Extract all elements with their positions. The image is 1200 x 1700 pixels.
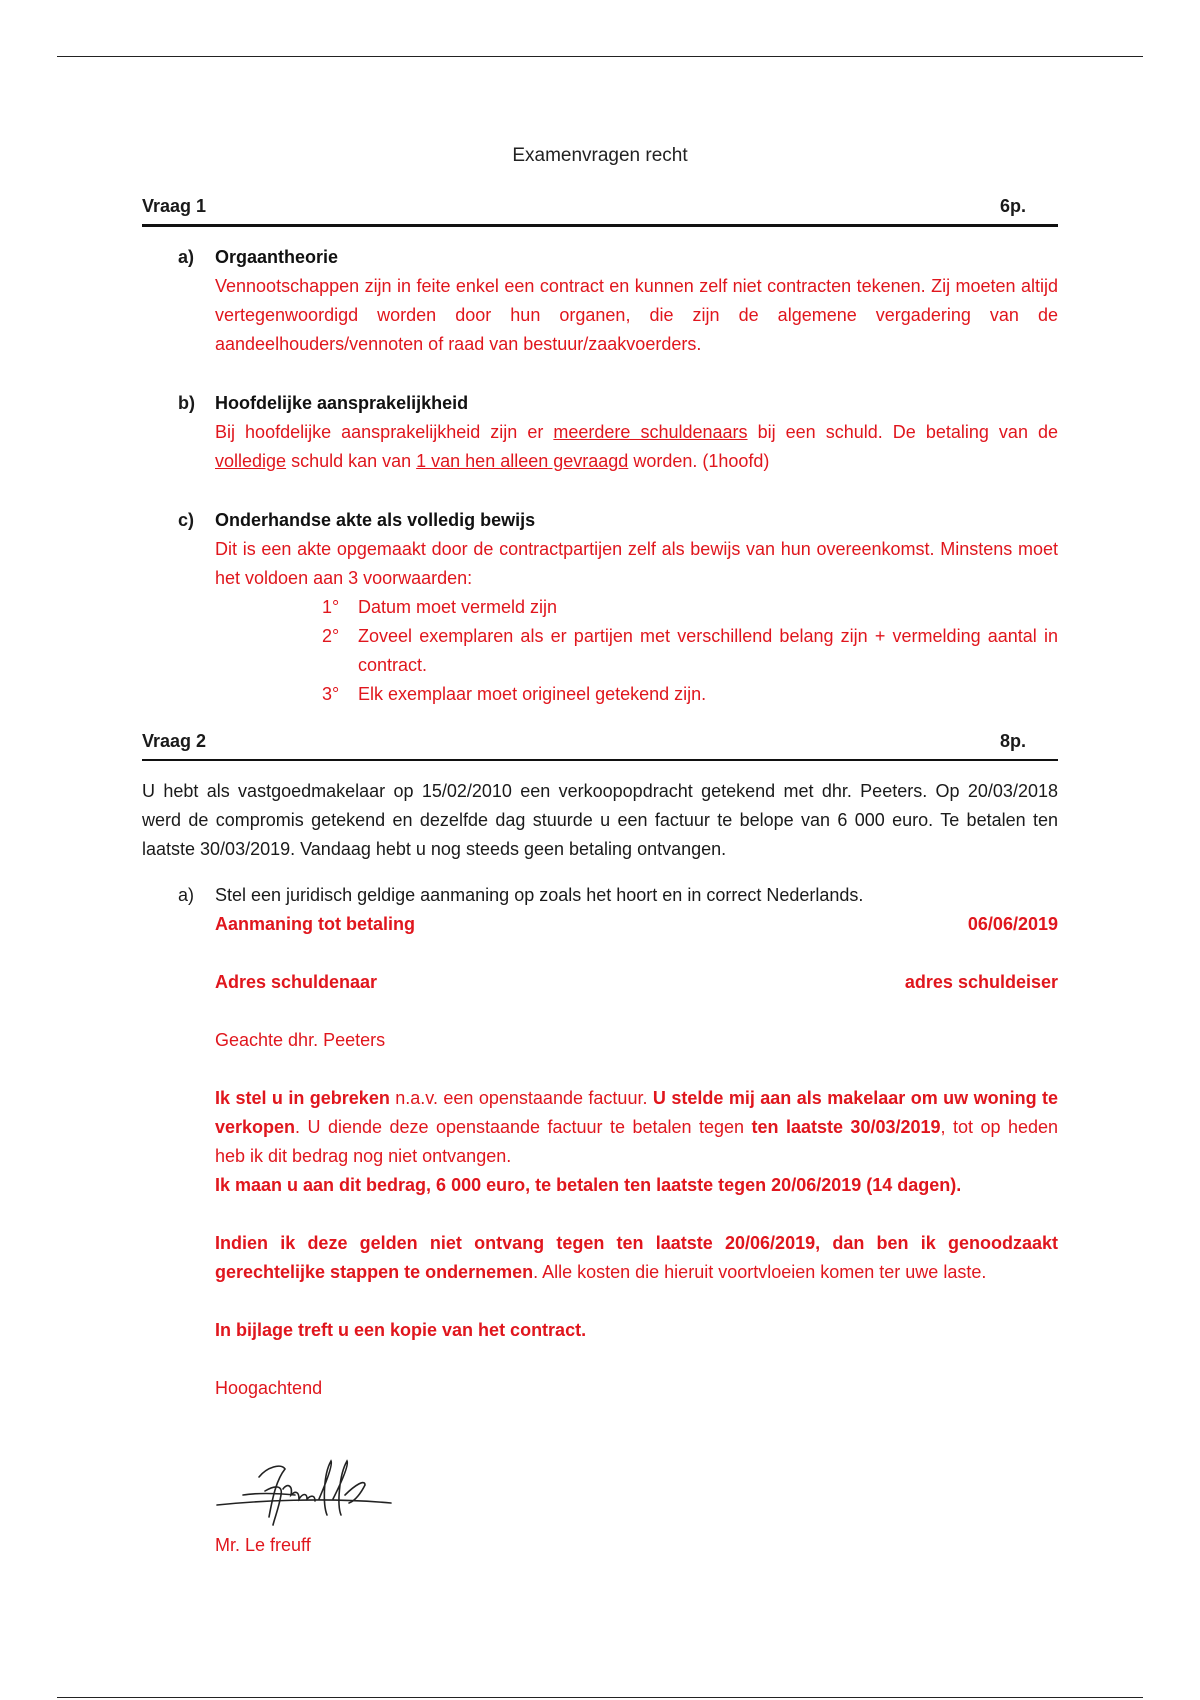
question-1-label: Vraag 1 (142, 196, 207, 216)
attachment-note: In bijlage treft u een kopie van het contract. (215, 1320, 587, 1340)
document-title: Examenvragen recht (512, 145, 688, 166)
top-divider (57, 56, 1143, 57)
item-letter: b) (178, 393, 195, 413)
creditor-address: adres schuldeiser (904, 972, 1058, 992)
underlined-term: volledige (215, 451, 287, 471)
salutation: Geachte dhr. Peeters (215, 1030, 386, 1050)
condition-item: 3° Elk exemplaar moet origineel getekend zijn. (322, 684, 707, 704)
bottom-divider (57, 1697, 1143, 1698)
question-1-points: 6p. (999, 196, 1026, 216)
letter-title: Aanmaning tot betaling (215, 914, 415, 934)
question-2-rule (142, 759, 1058, 761)
demand-letter (215, 910, 1058, 1403)
item-heading: Orgaantheorie (215, 247, 339, 267)
answer-text: Vennootschappen zijn in feite enkel een contract en kunnen zelf niet contracten tekenen. Zij moeten altijd vertegenwoordigd worden door hun organen, die zijn de algemene vergadering van de aandeelhouders/vennoten of raad van bestuur/zaakvoerders. (215, 276, 1058, 354)
condition-item: 1° Datum moet vermeld zijn (322, 597, 558, 617)
letter-date: 06/06/2019 (967, 914, 1058, 934)
question-1b (178, 389, 1058, 476)
question-2a (178, 881, 1058, 910)
payment-demand: Ik maan u aan dit bedrag, 6 000 euro, te betalen ten laatste tegen 20/06/2019 (14 dagen). (215, 1175, 962, 1195)
answer-text: Dit is een akte opgemaakt door de contractpartijen zelf als bewijs van hun overeenkomst. Minstens moet het voldoen aan 3 voorwaarden: (215, 539, 1058, 588)
question-2-points: 8p. (999, 731, 1026, 751)
letter-header-row (215, 910, 1058, 939)
item-letter: a) (178, 885, 195, 905)
question-1a (178, 243, 1058, 359)
letter-paragraph-1: Ik stel u in gebreken n.a.v. een openstaande factuur. U stelde mij aan als makelaar om uw woning te verkopen. U diende deze openstaande factuur te betalen tegen ten laatste 30/03/2019, tot op heden heb ik dit bedrag nog niet ontvangen. (215, 1088, 1059, 1166)
item-question: Stel een juridisch geldige aanmaning op zoals het hoort en in correct Nederlands. (215, 885, 864, 905)
debtor-address: Adres schuldenaar (215, 972, 378, 992)
underlined-term: 1 van hen alleen gevraagd (416, 451, 629, 471)
address-row (215, 968, 1058, 997)
closing: Hoogachtend (215, 1378, 323, 1398)
question-2-label: Vraag 2 (142, 731, 207, 751)
signatory-name: Mr. Le freuff (215, 1535, 311, 1555)
condition-item: 2° Zoveel exemplaren als er partijen met verschillend belang zijn + vermelding aantal in contract. (322, 626, 1058, 675)
question-1-rule (142, 224, 1058, 227)
answer-text: Bij hoofdelijke aansprakelijkheid zijn er meerdere schuldenaars bij een schuld. De betaling van de volledige schuld kan van 1 van hen alleen gevraagd worden. (1hoofd) (215, 422, 1059, 471)
item-heading: Hoofdelijke aansprakelijkheid (215, 393, 469, 413)
case-description: U hebt als vastgoedmakelaar op 15/02/2010 een verkoopopdracht getekend met dhr. Peeters. Op 20/03/2018 werd de compromis getekend en dezelfde dag stuurde u een factuur te belope van 6 000 euro. Te betalen ten laatste 30/03/2019. Vandaag hebt u nog steeds geen betaling ontvangen. (142, 781, 1058, 859)
item-heading: Onderhandse akte als volledig bewijs (215, 510, 536, 530)
item-letter: c) (178, 510, 195, 530)
item-letter: a) (178, 247, 195, 267)
signature-image (215, 1455, 395, 1530)
underlined-term: meerdere schuldenaars (553, 422, 748, 442)
letter-paragraph-2: Indien ik deze gelden niet ontvang tegen ten laatste 20/06/2019, dan ben ik genoodzaakt gerechtelijke stappen te ondernemen. Alle kosten die hieruit voortvloeien komen ter uwe laste. (215, 1233, 1058, 1282)
question-1c (178, 506, 1058, 709)
